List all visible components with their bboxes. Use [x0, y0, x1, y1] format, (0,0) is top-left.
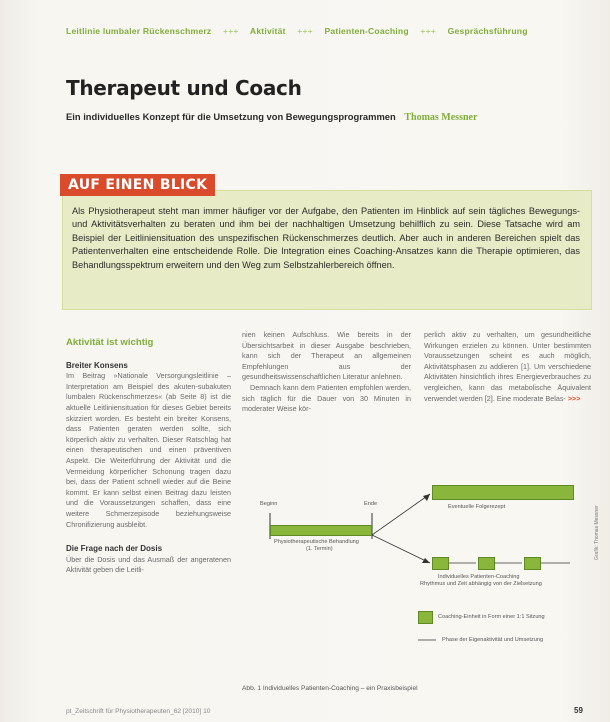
body-column-3	[424, 330, 591, 404]
article-subtitle	[66, 111, 477, 123]
continue-marker: >>>	[567, 393, 581, 403]
label-physio-sub: (1. Termin)	[306, 546, 333, 552]
legend-swatch	[418, 611, 433, 624]
coaching-unit	[432, 557, 449, 570]
subheading: Breiter Konsens	[66, 360, 128, 370]
label-physio: Physiotherapeutische Behandlung	[274, 539, 359, 545]
paragraph: nien keinen Aufschluss. Wie bereits in der Übersichtsarbeit in dieser Ausgabe beschrieben, kann sich der Therapeut an allgemeinen Empfehlungen aus der gesundheitswissenschaftlichen Literatur anlehnen.	[242, 330, 411, 382]
header-separator: +++	[222, 26, 239, 36]
treatment-bar	[270, 525, 372, 536]
summary-text: Als Physiotherapeut steht man immer häufiger vor der Aufgabe, den Patienten im Hinblick auf sein tägliches Bewegungs- und Aktivitätsverhalten zu beraten und ihm bei der nachhaltigen Umsetzung behilflich zu sein. Diese Tatsache wird am Beispiel der Leitliniensituation des unspezifischen Rückenschmerzes deutlich. Aber auch in anderen Bereichen spielt das Patientenverhalten eine entscheidende Rolle. Die Integration eines Coaching-Ansatzes kann die Therapie optimieren, das Behandlungsspektrum erweitern und den Weg zum Selbstzahlerbereich öffnen.	[72, 206, 580, 270]
subtitle-text: Ein individuelles Konzept für die Umsetzung von Bewegungsprogrammen	[66, 111, 396, 122]
coaching-unit	[478, 557, 495, 570]
section-title: Aktivität ist wichtig	[66, 337, 154, 348]
legend-phase: Phase der Eigenaktivität und Umsetzung	[442, 637, 544, 643]
running-header-item: Leitlinie lumbaler Rückenschmerz	[66, 26, 212, 36]
author-name: Thomas Messner	[404, 112, 478, 123]
arrow-line	[372, 535, 430, 563]
figure-caption: Abb. 1 Individuelles Patienten-Coaching – ein Praxisbeispiel	[242, 685, 418, 692]
body-column-1	[66, 338, 231, 576]
label-coaching-sub: Rhythmus und Zeit abhängig von der Zielsetzung	[420, 581, 542, 587]
article-title: Therapeut und Coach	[66, 76, 302, 100]
arrow-line	[372, 494, 430, 535]
header-separator: +++	[420, 26, 437, 36]
running-header-item: Aktivität	[249, 26, 286, 36]
running-header-item: Gesprächsführung	[447, 26, 528, 36]
coaching-unit	[524, 557, 541, 570]
label-end: Ende	[364, 501, 378, 507]
paragraph: perlich aktiv zu verhalten, um gesundheitliche Wirkungen erzielen zu können. Unter bestimmten Voraussetzungen scheint es auch möglich, Aktivitätsphasen zu addieren [1]. Um verschiedene Aktivitäten hinsichtlich ihres Energieverbrauches zu vergleichen, kann das metabolische Äquivalent verwendet werden [2]. Eine moderate Belas-	[424, 330, 591, 403]
summary-heading: AUF EINEN BLICK	[60, 174, 215, 196]
label-coaching: Individuelles Patienten-Coaching	[438, 574, 520, 580]
subheading: Die Frage nach der Dosis	[66, 544, 163, 554]
arrow-head	[423, 494, 430, 501]
journal-footer: pt_Zeitschrift für Physiotherapeuten_62 [2010] 10	[66, 708, 211, 715]
figure-credit: Grafik: Thomas Messner	[594, 505, 600, 560]
paragraph: Über die Dosis und das Ausmaß der angeratenen Aktivität geben die Leitli-	[66, 554, 231, 575]
label-begin: Beginn	[260, 501, 278, 507]
paragraph: Demnach kann dem Patienten empfohlen werden, sich täglich für die Dauer von 30 Minuten in moderater Weise kör-	[242, 382, 411, 414]
header-separator: +++	[297, 26, 313, 36]
running-header	[66, 26, 537, 36]
label-result: Eventuelle Folgerezept	[448, 504, 506, 510]
follow-up-bar	[432, 485, 574, 500]
arrow-head	[422, 558, 430, 563]
running-header-item: Patienten-Coaching	[324, 26, 409, 36]
diagram-lines	[240, 477, 595, 677]
figure-diagram	[240, 477, 595, 709]
body-column-2	[242, 330, 411, 415]
legend-coaching: Coaching-Einheit in Form einer 1:1 Sitzung	[438, 614, 545, 620]
paragraph: Im Beitrag »Nationale Versorgungsleitlinie – Interpretation am Beispiel des akuten-subakuten lumbalen Rückenschmerzes« (ab Seite 8) ist die aktuelle Leitliniensituation für dieses Gebiet bereits skizziert worden. Es besteht ein breiter Konsens, dass Patienten geraten werden sollte, sich körperlich aktiv zu verhalten. Dieser Ratschlag hat einen therapeutischen und einen präventiven Aspekt. Die Weiterführung der Aktivität und die Vermeidung körperlicher Schonung tragen dazu bei, dass der Patient schnell wieder auf die Beine kommt. Er kann selbst einen Beitrag dazu leisten und die Voraussetzungen schaffen, dass eine weitere Schmerzepisode beziehungsweise Chronifizierung ausbleibt.	[66, 371, 231, 529]
page-number: 59	[574, 706, 583, 715]
